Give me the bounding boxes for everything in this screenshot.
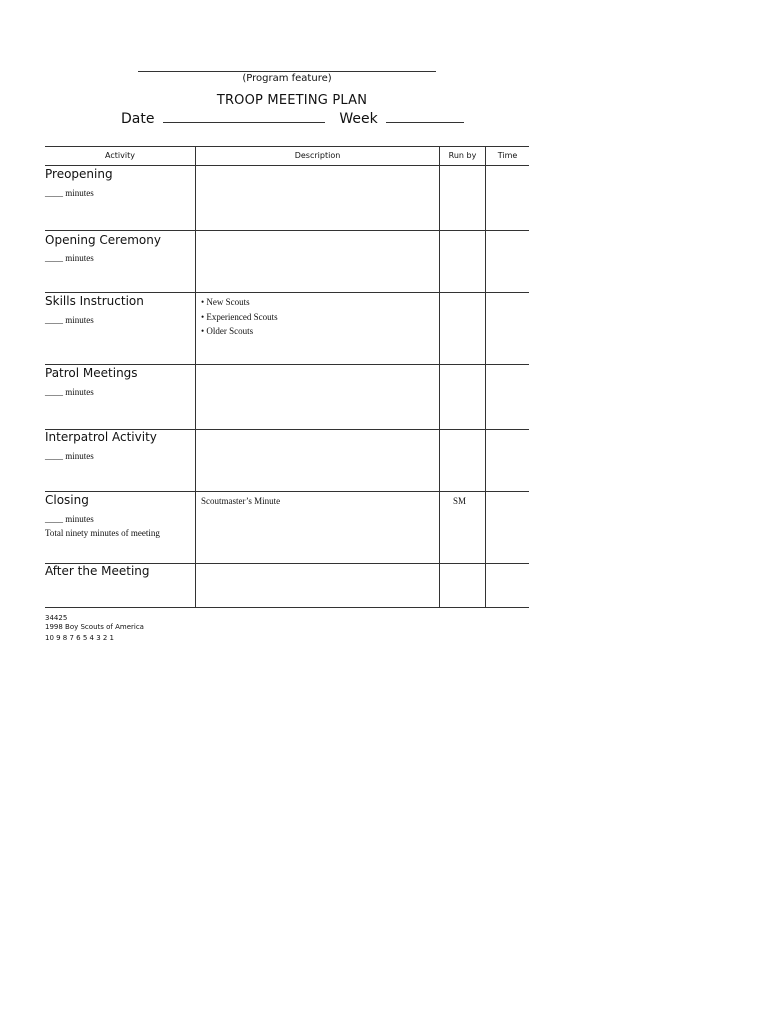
column-header-run-by: Run by <box>448 151 477 160</box>
section-title-after-the-meeting: After the Meeting <box>45 564 150 578</box>
row-divider <box>45 292 529 293</box>
section-title-interpatrol-activity: Interpatrol Activity <box>45 430 157 444</box>
table-bottom-border <box>45 607 529 608</box>
run-by-value: SM <box>452 496 466 506</box>
section-title-preopening: Preopening <box>45 167 113 181</box>
bullet-item-older-scouts: • Older Scouts <box>201 326 254 336</box>
print-line: 10 9 8 7 6 5 4 3 2 1 <box>45 634 115 642</box>
column-divider <box>485 146 486 608</box>
minutes-field: ____ minutes <box>45 253 94 263</box>
minutes-field: ____ minutes <box>45 451 94 461</box>
date-blank <box>163 111 325 123</box>
program-feature-label: (Program feature) <box>242 73 332 84</box>
section-title-opening-ceremony: Opening Ceremony <box>45 233 161 247</box>
minutes-field: ____ minutes <box>45 514 94 524</box>
column-header-description: Description <box>294 151 341 160</box>
table-top-border <box>45 146 529 147</box>
total-minutes-note: Total ninety minutes of meeting <box>45 528 160 538</box>
program-feature-line <box>138 71 436 72</box>
column-header-activity: Activity <box>105 151 135 160</box>
minutes-field: ____ minutes <box>45 387 94 397</box>
copyright-line: 1998 Boy Scouts of America <box>45 623 144 631</box>
row-divider <box>45 230 529 231</box>
column-divider <box>439 146 440 608</box>
section-title-patrol-meetings: Patrol Meetings <box>45 366 138 380</box>
week-label: Week <box>339 111 378 127</box>
row-divider <box>45 491 529 492</box>
bullet-item-new-scouts: • New Scouts <box>201 297 250 307</box>
minutes-field: ____ minutes <box>45 188 94 198</box>
bullet-item-experienced-scouts: • Experienced Scouts <box>201 312 278 322</box>
section-title-skills-instruction: Skills Instruction <box>45 294 144 308</box>
footer-block <box>45 614 144 643</box>
section-title-closing: Closing <box>45 493 89 507</box>
date-label: Date <box>121 111 155 127</box>
minutes-field: ____ minutes <box>45 315 94 325</box>
date-week-row <box>121 111 464 127</box>
row-divider <box>45 364 529 365</box>
column-header-time: Time <box>497 151 518 160</box>
week-blank <box>386 111 464 123</box>
description-scoutmasters-minute: Scoutmaster’s Minute <box>201 496 281 506</box>
page-title: TROOP MEETING PLAN <box>216 93 368 108</box>
column-divider <box>195 146 196 608</box>
header-bottom-border <box>45 165 529 166</box>
form-code: 34425 <box>45 614 68 622</box>
